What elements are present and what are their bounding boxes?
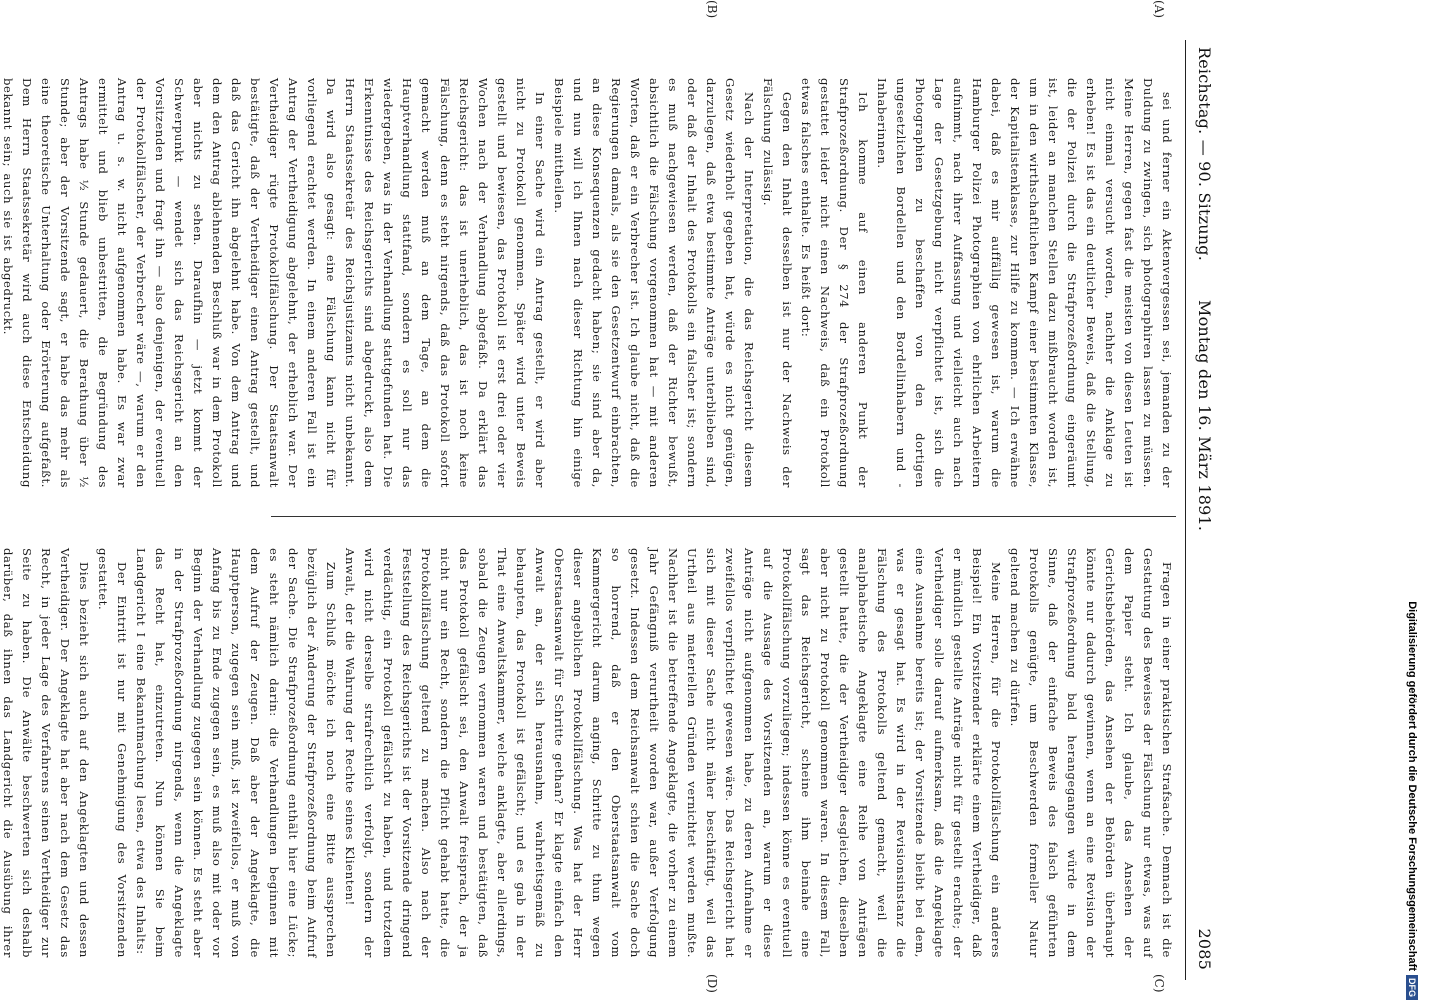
text-column-right (1, 548, 1176, 958)
running-head-date: Montag den 16. März 1891. (1195, 300, 1214, 532)
text-column-left (1, 78, 1176, 488)
column-divider (271, 516, 1176, 517)
paragraph: Ich komme auf einen anderen Punkt der Strafprozeßordnung. Der § 274 der Strafprozeßordnung gestattet leider nicht einen Nachweis, daß ein Protokoll etwas falsches enthalte. Es heißt dort: (799, 78, 870, 488)
header-rule (1185, 40, 1186, 980)
credit-text: Digitalisierung gefördert durch die Deutsche Forschungsgemeinschaft (1406, 601, 1418, 971)
paragraph: Fragen in einer praktischen Strafsache. Demnach ist die Gestattung des Beweises der Fälschung nur etwas, was auf dem Papier steht. Ich glaube, das Ansehen der Gerichtsbehörden, das Ansehen der Behörden überhaupt könnte nur dadurch gewinnen, wenn an eine Revision der Strafprozeßordnung bald herangegangen würde in dem Sinne, daß der einfache Beweis des falsch geführten Protokolls genügte, um Beschwerden formeller Natur geltend machen zu dürfen. (1008, 548, 1174, 958)
running-head-left: Reichstag. — 90. Sitzung. (1195, 47, 1214, 261)
margin-mark-c: (C) (1152, 974, 1166, 993)
paragraph: Zum Schluß möchte ich noch eine Bitte aussprechen bezüglich der Änderung der Strafprozeßordnung beim Aufruf der Sache. Die Strafprozeßordnung enthält hier eine Lücke; es steht nämlich darin: die Verhandlungen beginnen mit dem Aufruf der Zeugen. Daß aber der Angeklagte, die Hauptperson, zugegen sein muß, ist zweifellos, er muß von Anfang bis zu Ende zugegen sein, es muß also mit oder vor Beginn der Verhandlung zugegen sein können. Es steht aber in der Strafprozeßordnung nirgends, wenn die Angeklagte das Recht hat, einzutreten. Nun können Sie beim Landgericht I eine Bekanntmachung lesen, etwa des Inhalts: (134, 548, 338, 958)
margin-mark-a: (A) (1152, 0, 1166, 19)
page-number: 2085 (1195, 928, 1214, 970)
paragraph: In einer Sache wird ein Antrag gestellt, er wird aber nicht zu Protokoll genommen. Später wird unter Beweis gestellt und bewiesen, das Protokoll ist erst drei oder vier Wochen nach der Verhandlung abgefaßt. Da erklärt das Reichsgericht: das ist unerheblich, das ist noch keine Fälschung, denn es steht nirgends, daß das Protokoll sofort gemacht werden muß an dem Tage, an dem die Hauptverhandlung stattfand, sondern es soll nur das wiedergeben, was in der Verhandlung stattgefunden hat. Die Erkenntnisse des Reichsgerichts sind abgedruckt, also dem Herrn Staatssekretär des Reichsjustizamts nicht unbekannt. Da wird also gesagt: eine Fälschung kann nicht für vorliegend erachtet werden. In einem anderen Fall ist ein Antrag der Vertheidigung abgelehnt, der erheblich war. Der Vertheidiger rügte Protokollfälschung. Der Staatsanwalt bestätigte, daß der Vertheidiger einen Antrag gestellt, und daß das Gericht ihn abgelehnt habe. Von dem Antrag und dem den Antrag ablehnenden Beschluß war in dem Protokoll aber nichts zu sehen. Daraufhin — jetzt kommt der Schwerpunkt — wendet sich das Reichsgericht an den Vorsitzenden und fragt ihn — also denjenigen, der eventuell der Protokollfälscher, der Verbrecher wäre —, warum er den Antrag u. s. w. nicht aufgenommen habe. Es war zwar ermittelt und blieb unbestritten, die Begründung des Antrags habe ½ Stunde gedauert, die Berathung über ½ Stunde; aber der Vorsitzende sagt, er habe das mehr als eine theoretische Unterhaltung oder Erörterung aufgefaßt. Dem Herrn Staatssekretär wird auch diese Entscheidung bekannt sein; auch sie ist abgedruckt. (1, 78, 547, 488)
paragraph: sei und ferner ein Aktenvergessen sei, jemanden zu der Duldung zu zwingen, sich photographiren lassen zu müssen. Meine Herren, gegen fast die meisten von diesen Leuten ist nicht einmal versucht worden, nachher die Anklage zu erheben! Es ist das ein deutlicher Beweis, daß die Stellung, die der Polizei durch die Strafprozeßordnung eingeräumt ist, leider an manchen Stellen dazu mißbraucht worden ist, um in den wirthschaftlichen Kampf einer bestimmten Klasse, der Kapitalistenklasse, zur Hilfe zu kommen. — Ich erwähne dabei, daß es mir auffällig gewesen ist, warum die Hamburger Polizei Photographien von ehrlichen Arbeitern aufnimmt, nach ihrer Auffassung und vielleicht auch nach Lage der Gesetzgebung nicht verpflichtet ist, sich die Photographien zu beschaffen von den dortigen ungesetzlichen Bordellen und den Bordellinhabern und -Inhaberinnen. (875, 78, 1174, 488)
dfg-logo: DFG (1406, 975, 1418, 1000)
paragraph: Dies bezieht sich auch auf den Angeklagten und dessen Vertheidiger. Der Angeklagte hat aber nach dem Gesetz das Recht, in jeder Lage des Verfahrens seinen Vertheidiger zur Seite zu haben. Die Anwälte beschwerten sich deshalb darüber, daß ihnen das Landgericht die Ausübung ihrer (1, 548, 91, 958)
paragraph: Meine Herren, für die Protokollfälschung ein anderes Beispiel! Ein Vorsitzender erklärte einem Vertheidiger, daß er mündlich gestellte Anträge nicht für gestellt erachte; der Vertheidiger solle darauf aufmerksam, daß die Angeklagte eine Ausnahme bereits ist; der Vorsitzende bleibt bei dem, was er gesagt hat. Es wird in der Revisionsinstanz die Fälschung des Protokolls geltend gemacht, weil die analphabetische Angeklagte eine Reihe von Anträgen gestellt hatte, die der Vertheidiger desgleichen, dieselben aber nicht zu Protokoll genommen waren. In diesem Fall, sagt das Reichsgericht, scheine ihm beinahe eine Protokollfälschung vorzuliegen; indessen könne es eventuell auf die Aussage des Vorsitzenden an, warum er diese Anträge nicht aufgenommen habe, zu deren Aufnahme er zweifellos verpflichtet gewesen wäre. Das Reichsgericht hat sich mit dieser Sache nicht näher beschäftigt, weil das Urtheil aus materiellen Gründen vernichtet werden mußte. Nachher ist die betreffende Angeklagte, die vorher zu einem Jahr Gefängniß verurtheilt worden war, außer Verfolgung gesetzt. Indessen dem Reichsanwalt schien die Sache doch so horrend, daß er den Oberstaatsanwalt vom Kammergericht darum anging, Schritte zu thun wegen dieser angeblichen Protokollfälschung. Was hat der Herr Oberstaatsanwalt für Schritte gethan? Er klagte einfach den Anwalt an, der sich herausnahm, wahrheitsgemäß zu behaupten, das Protokoll ist gefälscht; und es gab in der That eine Anwaltskammer, welche anklagte, aber allerdings, sobald die Zeugen vernommen waren und bestätigten, daß das Protokoll gefälscht sei, den Anwalt freisprach, der ja nicht nur ein Recht, sondern die Pflicht gehabt hatte, die Protokollfälschung geltend zu machen. Also nach der Feststellung des Reichsgerichts ist der Vorsitzende dringend verdächtig, ein Protokoll gefälscht zu haben, und trotzdem wird nicht derselbe strafrechtlich verfolgt, sondern der Anwalt, der die Wahrung der Rechte seines Klienten! (343, 548, 1003, 958)
margin-mark-d: (D) (705, 974, 719, 993)
quote-paragraph: Der Eintritt ist nur mit Genehmigung des Vorsitzenden gestattet. (96, 548, 129, 958)
margin-mark-b: (B) (705, 0, 719, 19)
quote-paragraph: Gegen den Inhalt desselben ist nur der Nachweis der Fälschung zulässig. (761, 78, 794, 488)
paragraph: Nach der Interpretation, die das Reichsgericht diesem Gesetz wiederholt gegeben hat, würde es nicht genügen, darzulegen, daß etwa bestimmte Anträge unterblieben sind, oder daß der Inhalt des Protokolls ein falscher ist; sondern es muß nachgewiesen werden, daß der Richter bewußt, absichtlich die Fälschung vorgenommen hat — mit anderen Worten, daß er ein Verbrecher ist. Ich glaube nicht, daß die Regierungen damals, als sie den Gesetzentwurf einbrachten, an diese Konsequenzen gedacht haben; sie sind aber da, und nun will ich Ihnen nach dieser Richtung hin einige Beispiele mittheilen. (552, 78, 756, 488)
digitization-credit (1404, 0, 1420, 1000)
